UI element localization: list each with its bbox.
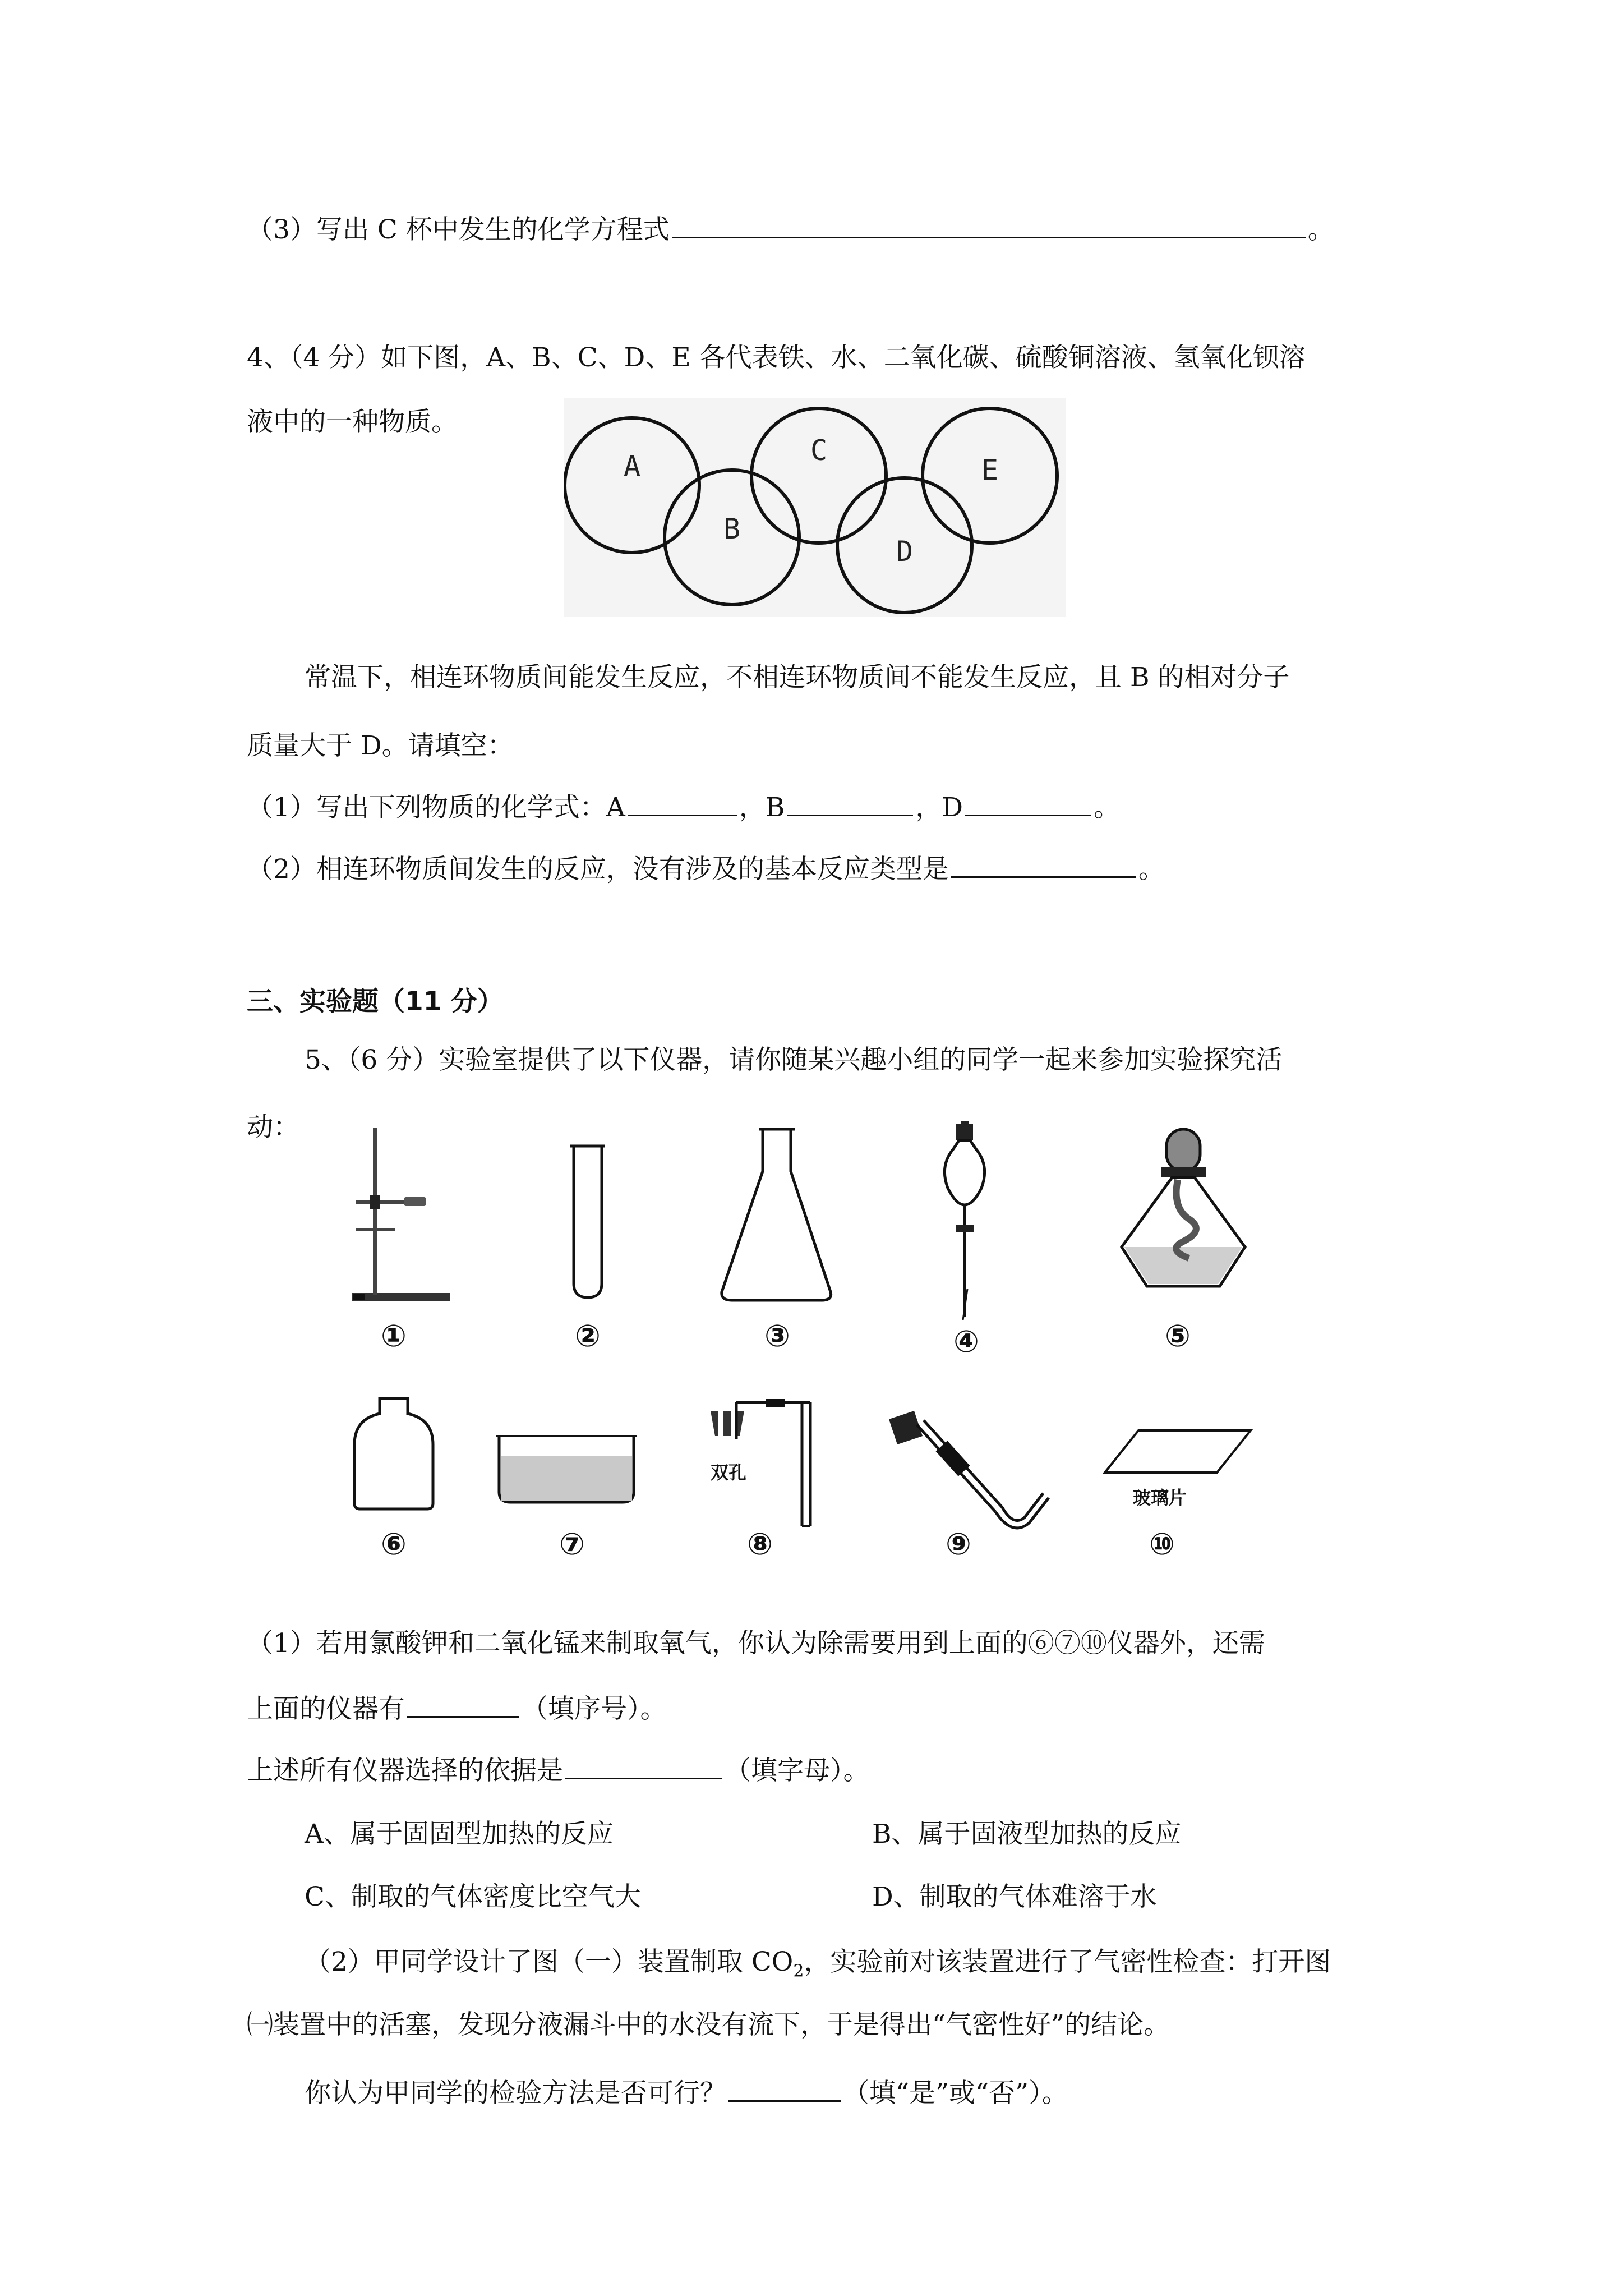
apparatus-number-3: ③ bbox=[764, 1318, 790, 1354]
q5-basis bbox=[247, 1753, 870, 1788]
q4-sub2-end: 。 bbox=[1138, 854, 1165, 885]
test-tube-icon bbox=[562, 1138, 613, 1306]
q5-line2: 动： bbox=[247, 1112, 299, 1143]
bent-delivery-tube-icon bbox=[883, 1402, 1063, 1548]
q4-para2: 质量大于 D。请填空： bbox=[247, 730, 514, 761]
option-d: D、制取的气体难溶于水 bbox=[872, 1881, 1157, 1912]
conical-flask-icon bbox=[715, 1124, 838, 1306]
q5-sub2-line1b: ，实验前对该装置进行了气密性检查：打开图 bbox=[804, 1947, 1331, 1977]
blank-apparatus[interactable] bbox=[407, 1691, 519, 1718]
blank-yes-no[interactable] bbox=[728, 2076, 841, 2102]
q5-sub1-line2b: （填序号）。 bbox=[522, 1694, 667, 1724]
q4-line2: 液中的一种物质。 bbox=[247, 407, 458, 438]
co2-subscript: 2 bbox=[793, 1961, 804, 1981]
apparatus-number-7: ⑦ bbox=[559, 1526, 585, 1562]
blank-d[interactable] bbox=[965, 790, 1091, 816]
q5-sub2-line2: ㈠装置中的活塞，发现分液漏斗中的水没有流下，于是得出“气密性好”的结论。 bbox=[247, 2009, 1170, 2040]
ring-label-a: A bbox=[623, 450, 641, 482]
q5-sub1-line2 bbox=[247, 1691, 667, 1726]
q4-sub1-c: ，D bbox=[915, 792, 963, 823]
q5-sub1-line1: （1）若用氯酸钾和二氧化锰来制取氧气，你认为除需要用到上面的⑥⑦⑩仪器外，还需 bbox=[247, 1628, 1265, 1659]
blank-a[interactable] bbox=[628, 790, 737, 816]
section-title: 三、实验题（11 分） bbox=[247, 986, 504, 1017]
q5-sub2-line3a: 你认为甲同学的检验方法是否可行？ bbox=[305, 2078, 726, 2109]
ring-label-b: B bbox=[723, 513, 741, 545]
q4-sub1-b: ，B bbox=[739, 792, 785, 823]
answer-blank[interactable] bbox=[672, 212, 1306, 238]
q5-sub1-line2a: 上面的仪器有 bbox=[247, 1694, 405, 1724]
q5-basis-a: 上述所有仪器选择的依据是 bbox=[247, 1755, 563, 1786]
q4-line1: 4、（4 分）如下图，A、B、C、D、E 各代表铁、水、二氧化碳、硫酸铜溶液、氢氧化钡溶 bbox=[247, 342, 1306, 373]
label-glass-plate: 玻璃片 bbox=[1133, 1487, 1187, 1508]
q5-line1: 5、（6 分）实验室提供了以下仪器，请你随某兴趣小组的同学一起来参加实验探究活 bbox=[305, 1045, 1283, 1075]
diagram-background bbox=[564, 398, 1066, 617]
apparatus-number-8: ⑧ bbox=[747, 1526, 773, 1562]
option-b: B、属于固液型加热的反应 bbox=[872, 1819, 1182, 1849]
gas-collecting-bottle-icon bbox=[349, 1394, 439, 1515]
blank-basis[interactable] bbox=[565, 1753, 722, 1779]
ring-label-c: C bbox=[810, 434, 828, 467]
apparatus-number-10: ⑩ bbox=[1149, 1526, 1175, 1562]
q4-sub2 bbox=[247, 852, 1165, 886]
q5-sub2-line1a: （2）甲同学设计了图（一）装置制取 CO bbox=[305, 1947, 794, 1977]
apparatus-number-9: ⑨ bbox=[946, 1526, 971, 1562]
iron-stand-icon bbox=[336, 1122, 460, 1307]
label-double-hole: 双孔 bbox=[711, 1462, 747, 1483]
water-trough-icon bbox=[494, 1430, 639, 1509]
apparatus-number-5: ⑤ bbox=[1165, 1318, 1191, 1354]
q5-sub2-line3b: （填“是”或“否”）。 bbox=[843, 2078, 1068, 2109]
glass-plate-icon bbox=[1099, 1425, 1256, 1481]
q3-part3-end: 。 bbox=[1307, 214, 1334, 245]
five-rings-diagram bbox=[564, 398, 1066, 617]
q4-sub1-end: 。 bbox=[1094, 792, 1121, 823]
q5-sub2-line3 bbox=[305, 2076, 1068, 2110]
option-c: C、制取的气体密度比空气大 bbox=[305, 1881, 641, 1912]
q3-part3-text: （3）写出 C 杯中发生的化学方程式 bbox=[247, 214, 670, 245]
apparatus-number-4: ④ bbox=[953, 1324, 979, 1359]
q4-para1: 常温下，相连环物质间能发生反应，不相连环物质间不能发生反应，且 B 的相对分子 bbox=[305, 662, 1290, 693]
ring-label-e: E bbox=[981, 454, 999, 486]
option-a: A、属于固固型加热的反应 bbox=[305, 1819, 614, 1849]
q4-sub1 bbox=[247, 790, 1120, 825]
q5-sub2-line1 bbox=[305, 1945, 1331, 1988]
q4-sub2-text: （2）相连环物质间发生的反应，没有涉及的基本反应类型是 bbox=[247, 854, 949, 885]
q3-part3-line bbox=[247, 212, 1334, 247]
ring-label-d: D bbox=[896, 535, 914, 568]
apparatus-number-6: ⑥ bbox=[381, 1526, 407, 1562]
q4-sub1-a: （1）写出下列物质的化学式：A bbox=[247, 792, 625, 823]
q5-basis-b: （填字母）。 bbox=[725, 1755, 870, 1786]
blank-b[interactable] bbox=[787, 790, 913, 816]
apparatus-number-1: ① bbox=[381, 1318, 407, 1354]
alcohol-lamp-icon bbox=[1110, 1124, 1251, 1297]
blank-reaction-type[interactable] bbox=[951, 852, 1136, 878]
separatory-funnel-icon bbox=[934, 1121, 995, 1326]
apparatus-number-2: ② bbox=[575, 1318, 601, 1354]
